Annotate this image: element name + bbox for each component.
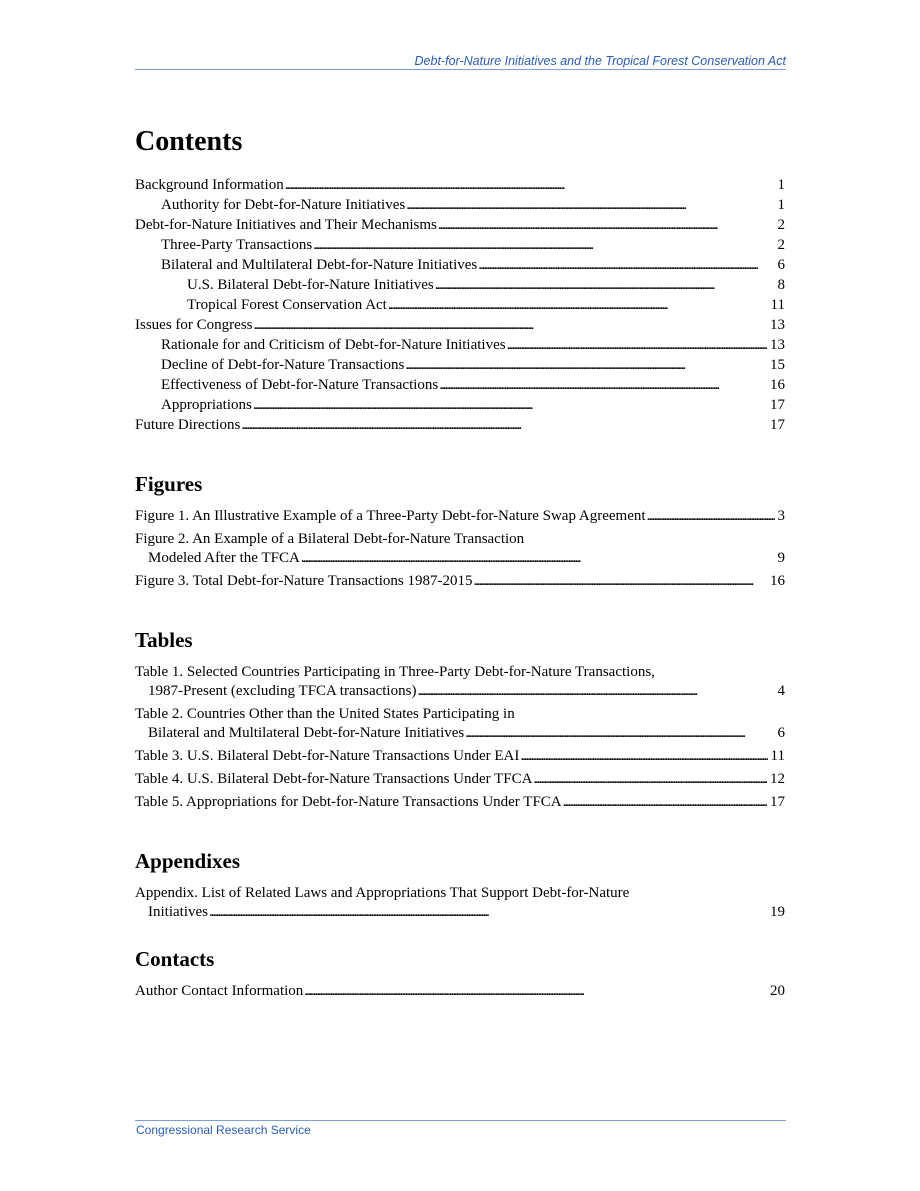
contact-entry[interactable]: Author Contact Information . . . 20: [135, 982, 785, 1001]
appendix-entry[interactable]: Appendix. List of Related Laws and Appropriations That Support Debt-for-Nature Initiatives . . . 19: [135, 884, 785, 922]
footer-rule: [135, 1120, 786, 1121]
toc-entry-initiatives-mechanisms[interactable]: Debt-for-Nature Initiatives and Their Mechanisms . . . 2: [135, 216, 785, 235]
table-entry-1[interactable]: Table 1. Selected Countries Participating in Three-Party Debt-for-Nature Transactions, 1987-Present (excluding TFCA transactions) . . . 4: [135, 663, 785, 701]
figures-list: [135, 507, 785, 591]
table-entry-2[interactable]: Table 2. Countries Other than the United States Participating in Bilateral and Multilateral Debt-for-Nature Initiatives . . . 6: [135, 705, 785, 743]
appendix-list: [135, 884, 785, 922]
contents-list: [135, 176, 785, 435]
appendixes-heading: Appendixes: [135, 849, 241, 873]
toc-entry-authority[interactable]: Authority for Debt-for-Nature Initiatives . . . 1: [161, 196, 785, 215]
contents-heading: Contents: [135, 126, 243, 157]
toc-entry-future-directions[interactable]: Future Directions . . . 17: [135, 416, 785, 435]
contacts-list: [135, 982, 785, 1001]
toc-entry-appropriations[interactable]: Appropriations . . . 17: [161, 396, 785, 415]
toc-entry-us-bilateral[interactable]: U.S. Bilateral Debt-for-Nature Initiatives . . . 8: [187, 276, 785, 295]
table-entry-3[interactable]: Table 3. U.S. Bilateral Debt-for-Nature Transactions Under EAI . . . 11: [135, 747, 785, 766]
toc-entry-rationale-criticism[interactable]: Rationale for and Criticism of Debt-for-Nature Initiatives . . . 13: [161, 336, 785, 355]
figure-entry-2[interactable]: Figure 2. An Example of a Bilateral Debt-for-Nature Transaction Modeled After the TFCA . . . 9: [135, 530, 785, 568]
toc-entry-three-party[interactable]: Three-Party Transactions . . . 2: [161, 236, 785, 255]
toc-entry-background-information[interactable]: Background Information . . . 1: [135, 176, 785, 195]
table-entry-5[interactable]: Table 5. Appropriations for Debt-for-Nature Transactions Under TFCA . . . 17: [135, 793, 785, 812]
toc-entry-bilateral-multilateral[interactable]: Bilateral and Multilateral Debt-for-Nature Initiatives . . . 6: [161, 256, 785, 275]
toc-entry-effectiveness[interactable]: Effectiveness of Debt-for-Nature Transactions . . . 16: [161, 376, 785, 395]
toc-entry-issues-for-congress[interactable]: Issues for Congress . . . 13: [135, 316, 785, 335]
tables-heading: Tables: [135, 628, 193, 652]
figure-entry-3[interactable]: Figure 3. Total Debt-for-Nature Transactions 1987-2015 . . . 16: [135, 572, 785, 591]
toc-entry-tfca[interactable]: Tropical Forest Conservation Act . . . 11: [187, 296, 785, 315]
running-header: Debt-for-Nature Initiatives and the Tropical Forest Conservation Act: [414, 54, 786, 68]
figure-entry-1[interactable]: Figure 1. An Illustrative Example of a Three-Party Debt-for-Nature Swap Agreement . . . 3: [135, 507, 785, 526]
running-footer: Congressional Research Service: [136, 1123, 311, 1137]
table-entry-4[interactable]: Table 4. U.S. Bilateral Debt-for-Nature Transactions Under TFCA . . . 12: [135, 770, 785, 789]
toc-entry-decline[interactable]: Decline of Debt-for-Nature Transactions . . . 15: [161, 356, 785, 375]
tables-list: [135, 663, 785, 812]
header-rule: [135, 69, 786, 70]
table-of-contents-page: [135, 124, 785, 1005]
figures-heading: Figures: [135, 472, 203, 496]
contacts-heading: Contacts: [135, 947, 215, 971]
